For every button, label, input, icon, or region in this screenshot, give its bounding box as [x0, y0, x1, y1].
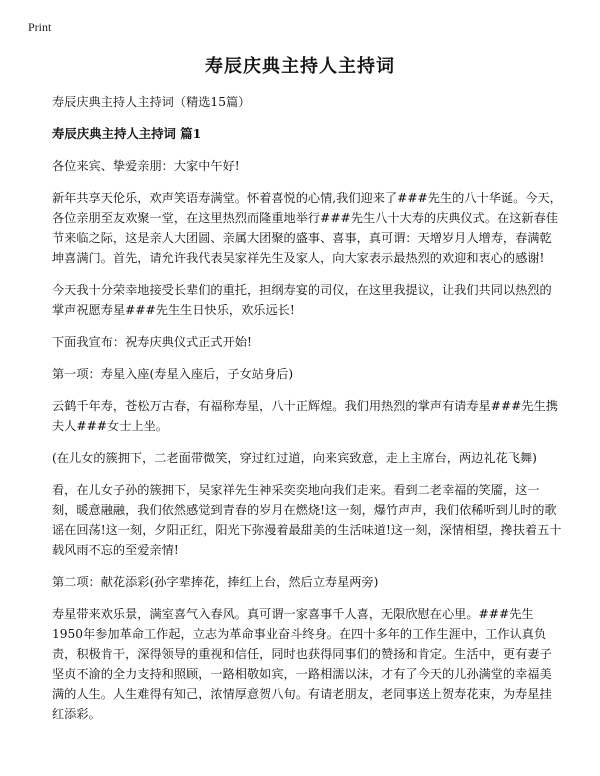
paragraph-invite-seat: 云鹤千年寿，苍松万古春，有福称寿星，八十正辉煌。我们用热烈的掌声有请寿星###先生携夫人###女士上坐。	[52, 399, 558, 433]
paragraph-item-two: 第二项：献花添彩(孙字辈捧花，捧红上台，然后立寿星两旁)	[52, 575, 379, 589]
paragraph-host-intro: 今天我十分荣幸地接受长辈们的重托，担纲寿宴的司仪，在这里我提议，让我们共同以热烈的掌声祝愿寿星###先生生日快乐，欢乐远长!	[52, 283, 552, 317]
paragraph-greeting: 各位来宾、挚爱亲朋：大家中午好!	[52, 159, 240, 173]
section-heading: 寿辰庆典主持人主持词 篇1	[52, 126, 202, 141]
page-title: 寿辰庆典主持人主持词	[205, 56, 395, 77]
document-subtitle: 寿辰庆典主持人主持词（精选15篇）	[52, 95, 251, 109]
paragraph-stage-direction: (在儿女的簇拥下，二老面带微笑，穿过红过道，向来宾致意，走上主席台，两边礼花飞舞)	[52, 451, 537, 465]
print-link[interactable]: Print	[28, 20, 52, 34]
paragraph-item-one: 第一项：寿星入座(寿星入座后，子女站身后)	[52, 367, 294, 381]
paragraph-biography: 寿星带来欢乐景，满室喜气入春风。真可谓一家喜事千人喜，无限欣慰在心里。###先生1950年参加革命工作起，立志为革命事业奋斗终身。在四十多年的工作生涯中，工作认真负责，积极肯干，深得领导的重视和信任，同时也获得同事们的赞扬和肯定。生活中，更有妻子坚贞不渝的全力支持和照顾，一路相敬如宾，一路相濡以沫，才有了今天的儿孙满堂的幸福美满的人生。人生难得有知己，浓情厚意贺八旬。有请老朋友，老同事送上贺寿花束，为寿星挂红添彩。	[52, 607, 552, 721]
paragraph-ceremony-start: 下面我宣布：祝寿庆典仪式正式开始!	[52, 335, 252, 349]
document-body	[52, 92, 562, 736]
paragraph-opening: 新年共享天伦乐，欢声笑语寿满堂。怀着喜悦的心情,我们迎来了###先生的八十华诞。今天，各位亲朋至友欢聚一堂，在这里热烈而隆重地举行###先生八十大寿的庆典仪式。在这新春佳节来临之际，这是亲人大团圆、亲属大团聚的盛事、喜事，真可谓：天增岁月人增寿，春满乾坤喜满门。首先，请允许我代表吴家祥先生及家人，向大家表示最热烈的欢迎和衷心的感谢!	[52, 191, 562, 265]
paragraph-moment: 看，在儿女子孙的簇拥下，吴家祥先生神采奕奕地向我们走来。看到二老幸福的笑靥，这一刻，暖意融融，我们依然感觉到青春的岁月在燃烧!这一刻，爆竹声声，我们依稀听到儿时的歌谣在回荡!这一刻，夕阳正红，阳光下弥漫着最甜美的生活味道!这一刻，深情相望，搀扶着五十载风雨不忘的至爱亲情!	[52, 483, 562, 557]
